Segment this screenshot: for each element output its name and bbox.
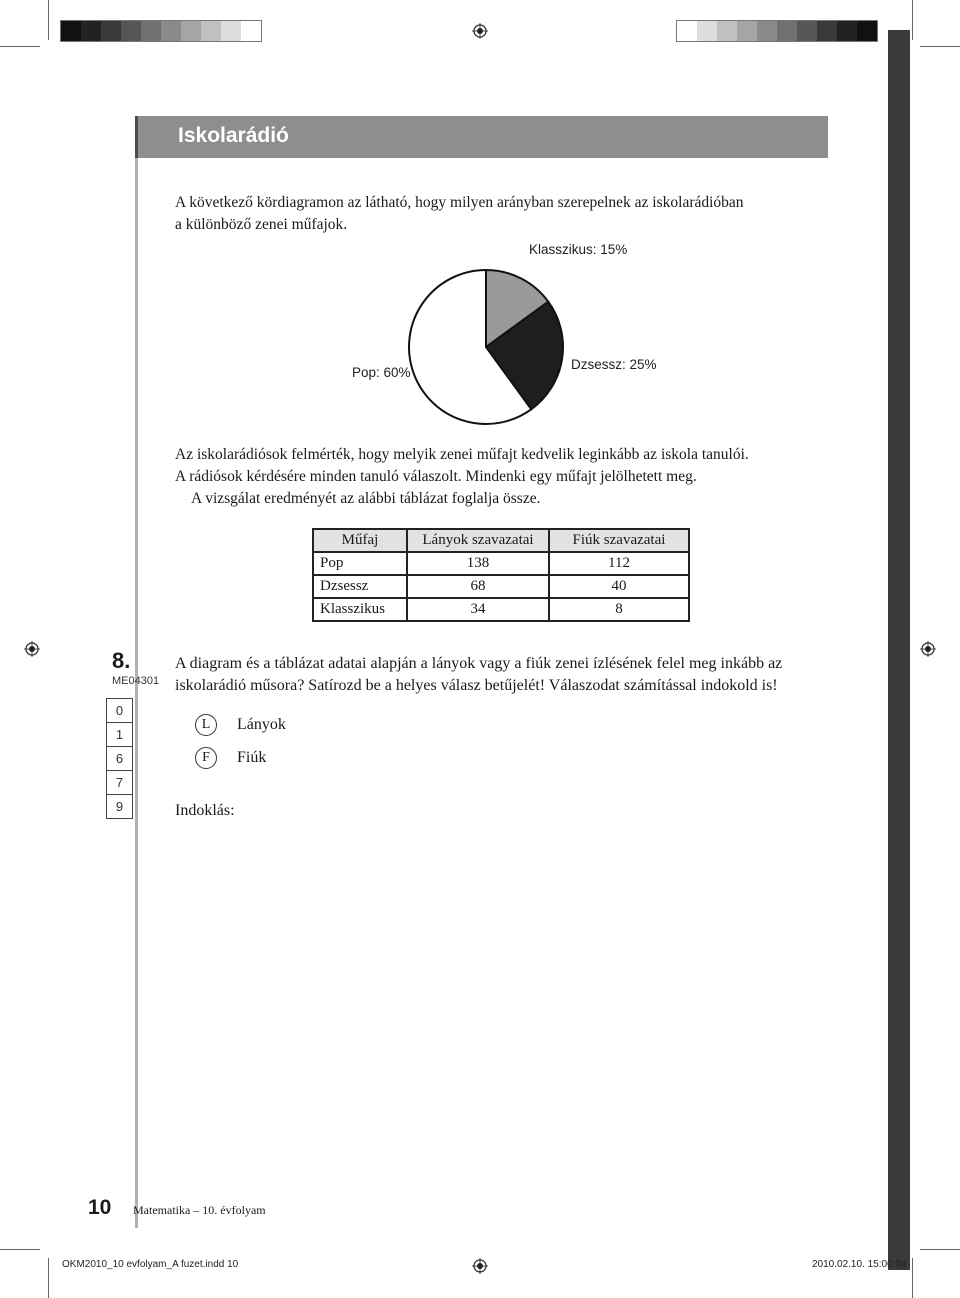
color-swatch bbox=[61, 21, 81, 41]
table-cell: 34 bbox=[407, 598, 549, 621]
page-edge-bar bbox=[888, 30, 910, 1270]
survey-text bbox=[175, 444, 749, 510]
survey-line: A rádiósok kérdésére minden tanuló válaszolt. Mindenki egy műfajt jelölhetett meg. bbox=[175, 468, 697, 485]
table-cell: Dzsessz bbox=[313, 575, 407, 598]
registration-mark-icon bbox=[472, 23, 488, 39]
table-cell: 112 bbox=[549, 552, 689, 575]
left-margin-rule bbox=[135, 158, 138, 1228]
question-line: iskolarádió műsora? Satírozd be a helyes válasz betűjelét! Válaszodat számítással indokold is! bbox=[175, 677, 778, 694]
intro-line: a különböző zenei műfajok. bbox=[175, 216, 348, 233]
color-swatch bbox=[797, 21, 817, 41]
table-row bbox=[313, 575, 689, 598]
intro-text bbox=[175, 192, 744, 236]
table-cell: 68 bbox=[407, 575, 549, 598]
color-swatch bbox=[757, 21, 777, 41]
table-cell: 40 bbox=[549, 575, 689, 598]
color-swatch bbox=[737, 21, 757, 41]
table-cell: 138 bbox=[407, 552, 549, 575]
survey-line: A vizsgálat eredményét az alábbi táblázat foglalja össze. bbox=[191, 490, 541, 507]
justification-label: Indoklás: bbox=[175, 802, 235, 819]
pie-label-jazz: Dzsessz: 25% bbox=[571, 357, 657, 372]
color-swatch bbox=[81, 21, 101, 41]
crop-mark bbox=[48, 0, 49, 40]
color-swatch bbox=[201, 21, 221, 41]
question-text bbox=[175, 653, 782, 697]
pie-label-classical: Klasszikus: 15% bbox=[529, 242, 628, 257]
answer-option-boys[interactable] bbox=[195, 747, 266, 769]
color-swatch bbox=[717, 21, 737, 41]
registration-mark-icon bbox=[920, 641, 936, 657]
color-swatch bbox=[241, 21, 261, 41]
color-swatch bbox=[141, 21, 161, 41]
crop-mark bbox=[0, 1249, 40, 1250]
pie-label-pop: Pop: 60% bbox=[352, 365, 411, 380]
color-swatches-right bbox=[676, 20, 878, 42]
color-swatch bbox=[121, 21, 141, 41]
registration-mark-icon bbox=[472, 1258, 488, 1274]
intro-line: A következő kördiagramon az látható, hogy milyen arányban szerepelnek az iskolarádióban bbox=[175, 194, 744, 211]
color-swatch bbox=[677, 21, 697, 41]
pie-chart bbox=[405, 266, 567, 428]
color-swatch bbox=[857, 21, 877, 41]
crop-mark bbox=[920, 46, 960, 47]
answer-bubble[interactable]: F bbox=[195, 747, 217, 769]
question-line: A diagram és a táblázat adatai alapján a lányok vagy a fiúk zenei ízlésének felel meg inkább az bbox=[175, 655, 783, 672]
answer-option-girls[interactable] bbox=[195, 714, 286, 736]
score-cell[interactable]: 6 bbox=[107, 747, 132, 771]
table-header-row bbox=[313, 529, 689, 552]
question-number: 8. bbox=[112, 648, 131, 673]
answer-bubble[interactable]: L bbox=[195, 714, 217, 736]
registration-mark-icon bbox=[24, 641, 40, 657]
color-swatch bbox=[837, 21, 857, 41]
crop-mark bbox=[912, 1258, 913, 1298]
print-slug-date: 2010.02.10. 15:00:04 bbox=[812, 1259, 907, 1270]
color-swatch bbox=[221, 21, 241, 41]
crop-mark bbox=[0, 46, 40, 47]
table-row bbox=[313, 552, 689, 575]
score-cell[interactable]: 7 bbox=[107, 771, 132, 795]
color-swatch bbox=[777, 21, 797, 41]
survey-line: Az iskolarádiósok felmérték, hogy melyik zenei műfajt kedvelik leginkább az iskola tanulói. bbox=[175, 446, 749, 463]
crop-mark bbox=[912, 0, 913, 40]
table-cell: 8 bbox=[549, 598, 689, 621]
votes-table bbox=[312, 528, 690, 622]
color-swatch bbox=[101, 21, 121, 41]
color-swatch bbox=[817, 21, 837, 41]
score-cell[interactable]: 1 bbox=[107, 723, 132, 747]
table-header-cell: Műfaj bbox=[313, 529, 407, 552]
table-cell: Klasszikus bbox=[313, 598, 407, 621]
color-swatches-left bbox=[60, 20, 262, 42]
table-header-cell: Fiúk szavazatai bbox=[549, 529, 689, 552]
print-slug-file: OKM2010_10 evfolyam_A fuzet.indd 10 bbox=[62, 1259, 239, 1270]
crop-mark bbox=[48, 1258, 49, 1298]
answer-label: Fiúk bbox=[237, 749, 267, 766]
table-cell: Pop bbox=[313, 552, 407, 575]
crop-mark bbox=[920, 1249, 960, 1250]
answer-label: Lányok bbox=[237, 716, 286, 733]
score-cell[interactable]: 0 bbox=[107, 699, 132, 723]
question-code: ME04301 bbox=[112, 675, 160, 687]
score-cell[interactable]: 9 bbox=[115, 799, 124, 814]
table-header-cell: Lányok szavazatai bbox=[407, 529, 549, 552]
score-box bbox=[106, 698, 133, 819]
color-swatch bbox=[181, 21, 201, 41]
table-row bbox=[313, 598, 689, 621]
page-number: 10 bbox=[88, 1196, 112, 1219]
section-title: Iskolarádió bbox=[178, 124, 289, 147]
color-swatch bbox=[161, 21, 181, 41]
color-swatch bbox=[697, 21, 717, 41]
footer-subject: Matematika – 10. évfolyam bbox=[133, 1203, 266, 1217]
section-header bbox=[135, 116, 828, 158]
